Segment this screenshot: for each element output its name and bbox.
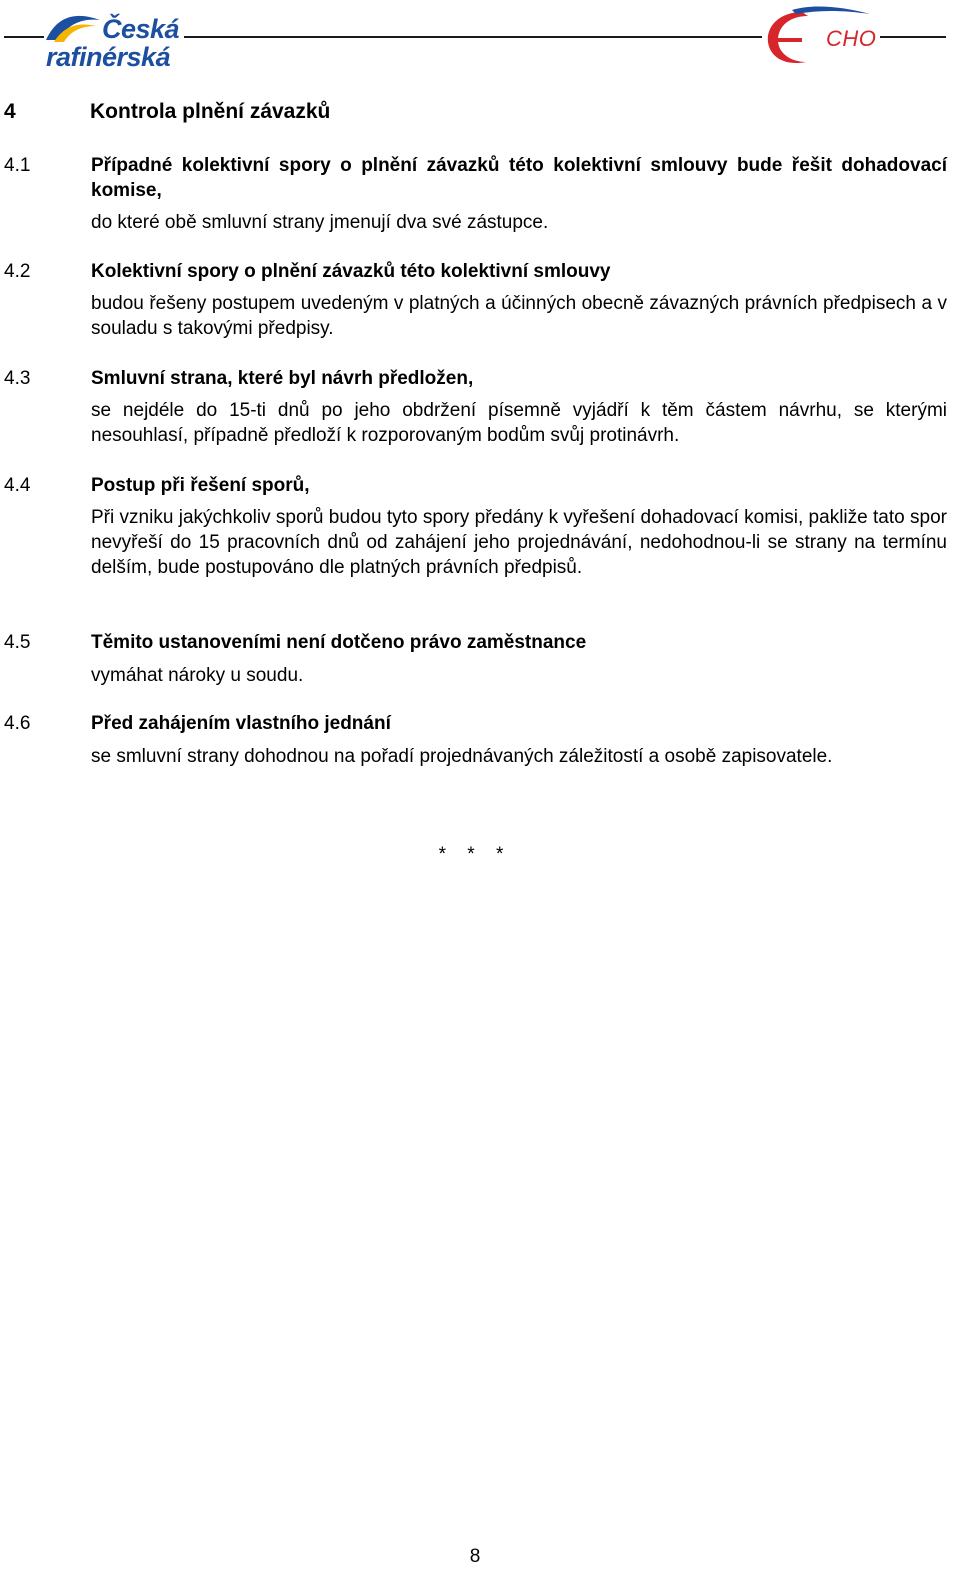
page-number: 8 [469,1546,481,1567]
ceska-rafinerska-logo [44,8,184,72]
page-header [0,0,960,80]
section-title: Těmito ustanoveními není dotčeno právo zaměstnance [91,632,587,653]
section-title: Případné kolektivní spory o plnění závazků této kolektivní smlouvy bude řešit dohadovací komise, [91,155,947,201]
section-body: se smluvní strany dohodnou na pořadí projednávaných záležitostí a osobě zapisovatele. [91,746,833,767]
chapter-title: Kontrola plnění závazků [90,100,331,123]
header-rule-middle [184,36,762,38]
logo-left-line1: Česká [102,14,180,44]
section-number: 4.5 [4,632,31,653]
section-title: Postup při řešení sporů, [91,475,310,496]
section-number: 4.3 [4,368,31,389]
section-body: Při vzniku jakýchkoliv sporů budou tyto spory předány k vyřešení dohadovací komisi, pakliže tato spor nevyřeší do 15 pracovních dnů od zahájení jeho projednávání, nedohodnou-li se strany na termínu delším, bude postupováno dle platných právních předpisů. [91,507,947,578]
echo-logo-text: CHO [826,26,877,51]
section-body: se nejdéle do 15-ti dnů po jeho obdržení písemně vyjádří k těm částem návrhu, se kterými nesouhlasí, případně předloží k rozporovaným bodům svůj protinávrh. [91,400,947,446]
section-number: 4.1 [4,155,31,176]
header-rule-left [4,36,44,38]
section-separator: * * * [438,844,512,865]
section-body: do které obě smluvní strany jmenují dva své zástupce. [91,212,549,233]
logo-left-line2: rafinérská [46,42,171,72]
logo-wave-mark [44,10,104,46]
header-rule-right [880,36,946,38]
section-body: vymáhat nároky u soudu. [91,665,304,686]
section-number: 4.6 [4,713,31,734]
section-number: 4.2 [4,261,31,282]
section-body: budou řešeny postupem uvedeným v platných a účinných obecně závazných právních předpisech a v souladu s takovými předpisy. [91,293,947,339]
section-title: Před zahájením vlastního jednání [91,713,391,734]
section-number: 4.4 [4,475,31,496]
chapter-heading [4,100,330,124]
section-title: Smluvní strana, které byl návrh předložen, [91,368,474,389]
echo-logo [762,4,880,68]
section-title: Kolektivní spory o plnění závazků této kolektivní smlouvy [91,261,611,282]
chapter-number: 4 [4,100,16,123]
